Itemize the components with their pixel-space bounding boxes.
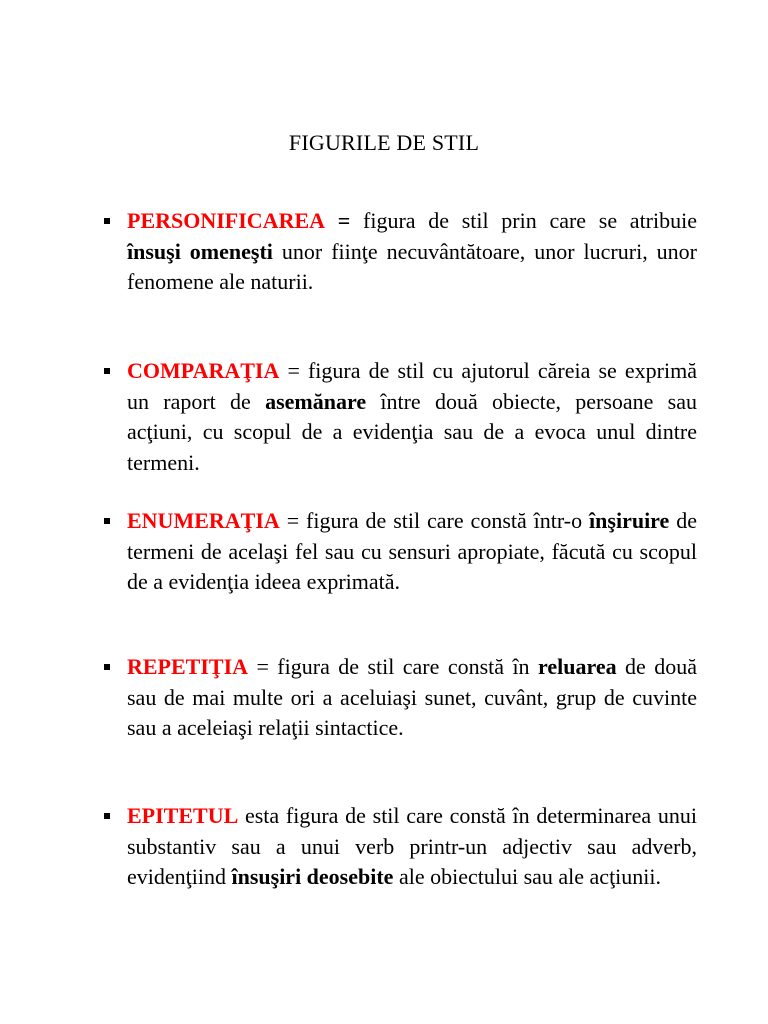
definition-segment: de două sau de mai multe ori a aceluiaşi sunet, cuvânt, grup de cuvinte sau a aceleiaşi relaţii sintactice. xyxy=(127,654,697,740)
keyword-emphasis: înşiruire xyxy=(589,508,670,533)
definition-item-personificarea xyxy=(104,206,697,298)
square-bullet-icon xyxy=(104,813,110,819)
definition-item-epitetul xyxy=(104,801,697,893)
definition-segment: unor fiinţe necuvântătoare, unor lucruri, unor fenomene ale naturii. xyxy=(127,238,697,294)
definition-item-comparatia xyxy=(104,356,697,478)
definition-text xyxy=(127,652,697,744)
definition-text xyxy=(127,801,697,893)
definition-segment: între două obiecte, persoane sau acţiuni, cu scopul de a evidenţia sau de a evoca unul dintre termeni. xyxy=(127,388,698,475)
square-bullet-icon xyxy=(104,664,110,670)
definition-text xyxy=(127,206,697,298)
keyword-emphasis: însuşi omeneşti xyxy=(127,238,273,264)
term-label: REPETIŢIA xyxy=(127,654,249,679)
definition-segment xyxy=(325,208,338,233)
term-label: EPITETUL xyxy=(127,803,239,828)
term-label: PERSONIFICAREA xyxy=(127,208,326,233)
definition-segment: figura de stil prin care se atribuie xyxy=(350,208,698,233)
definition-segment: esta figura de stil care constă în determinarea unui substantiv sau a unui verb printr-un adjectiv sau adverb, evidenţiind xyxy=(127,803,697,889)
term-label: COMPARAŢIA xyxy=(127,358,280,383)
definition-text xyxy=(127,356,697,478)
definition-text xyxy=(127,506,697,598)
definition-item-enumeratia xyxy=(104,506,697,598)
definition-segment: = figura de stil cu ajutorul căreia se exprimă un raport de xyxy=(127,358,697,414)
definition-segment: = figura de stil care constă într-o xyxy=(279,508,590,533)
keyword-emphasis: însuşiri deosebite xyxy=(231,864,394,889)
term-label: ENUMERAŢIA xyxy=(127,508,280,533)
square-bullet-icon xyxy=(104,218,110,224)
definition-segment: de termeni de acelaşi fel sau cu sensuri apropiate, făcută cu scopul de a evidenţia ideea exprimată. xyxy=(127,508,698,594)
keyword-emphasis: reluarea xyxy=(537,654,617,679)
keyword-emphasis: asemănare xyxy=(265,388,367,414)
definition-segment: = figura de stil care constă în xyxy=(248,654,538,679)
page-title: FIGURILE DE STIL xyxy=(288,130,480,155)
square-bullet-icon xyxy=(104,368,110,374)
equals-sign: = xyxy=(337,208,351,233)
definition-item-repetitia xyxy=(104,652,697,744)
definition-segment: ale obiectului sau ale acţiunii. xyxy=(393,864,662,889)
square-bullet-icon xyxy=(104,518,110,524)
